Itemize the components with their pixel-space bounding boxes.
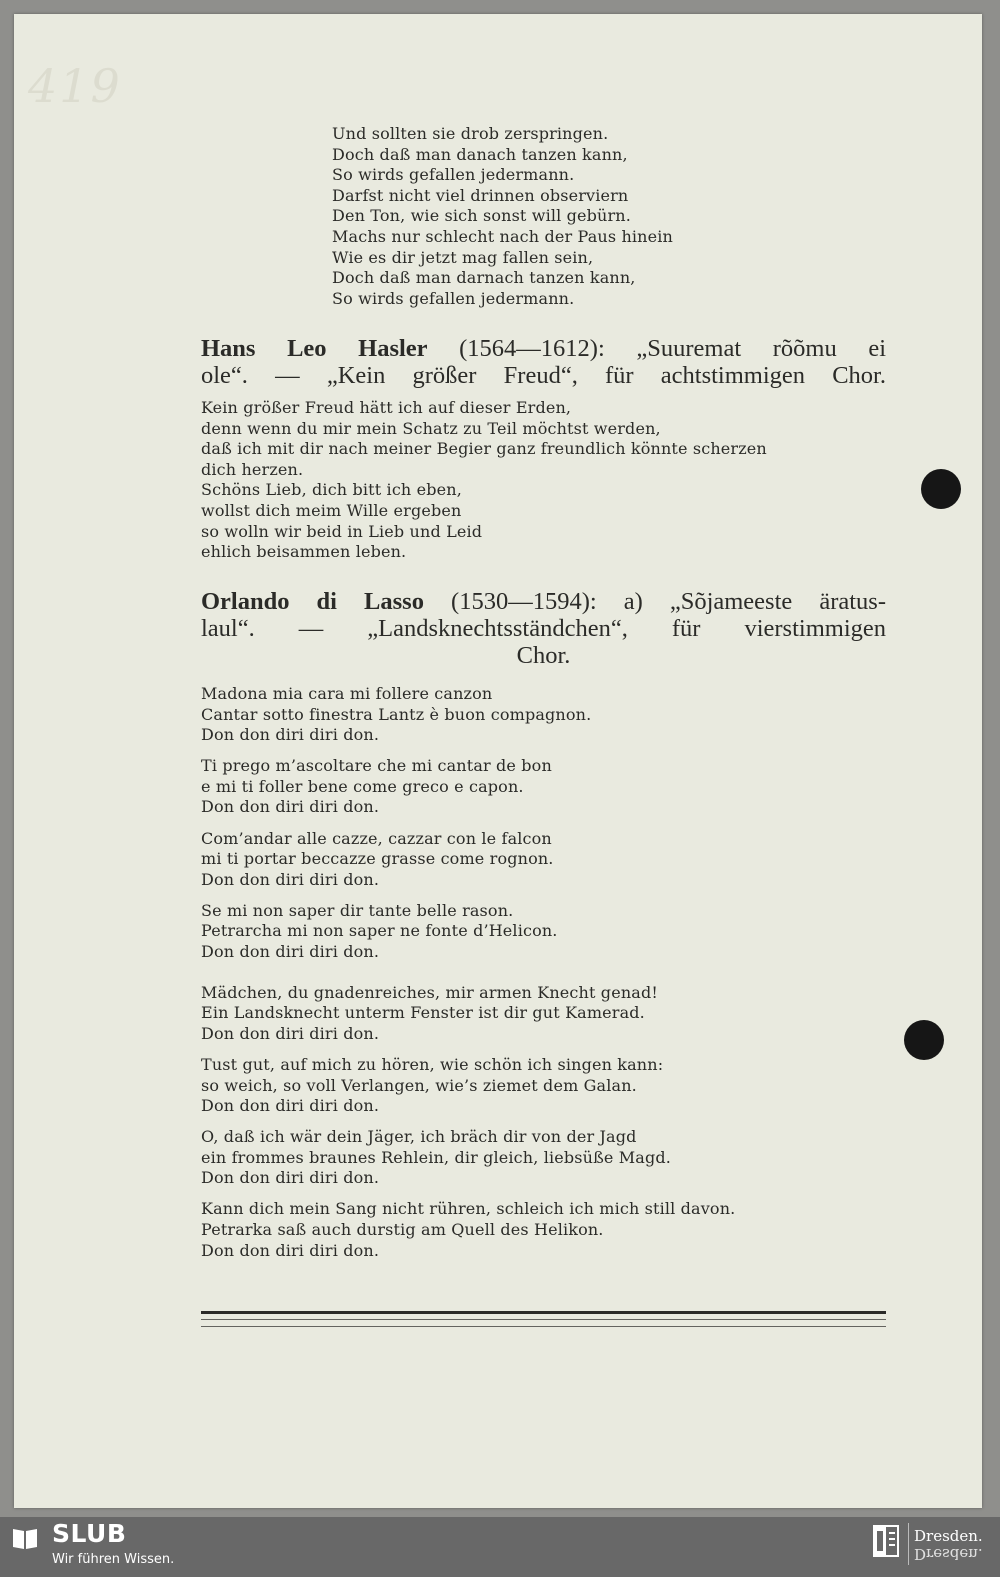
- footer-divider: [908, 1523, 909, 1565]
- heading-text: laul“. — „Landsknechtsständchen“, für vierstimmigen: [201, 615, 886, 642]
- verse-line: wollst dich meim Wille ergeben: [201, 500, 462, 520]
- verse-line: ein frommes braunes Rehlein, dir gleich, liebsüße Magd.: [201, 1147, 672, 1167]
- verse-line: Ti prego m’ascoltare che mi cantar de bon: [201, 756, 552, 776]
- verse-line: Don don diri diri don.: [201, 1096, 380, 1116]
- verse-line: so wolln wir beid in Lieb und Leid: [201, 521, 483, 541]
- verse-line: Se mi non saper dir tante belle rason.: [201, 900, 514, 920]
- verse-line: Don don diri diri don.: [201, 942, 380, 962]
- verse-line: Kein größer Freud hätt ich auf dieser Erden,: [201, 398, 572, 417]
- intro-verse: [332, 124, 673, 309]
- faded-page-number: 419: [28, 59, 122, 113]
- verse-line: Petrarka saß auch durstig am Quell des Helikon.: [201, 1220, 604, 1240]
- verse-line: so weich, so voll Verlangen, wie’s ziemet dem Galan.: [201, 1075, 637, 1095]
- city-name[interactable]: Dresden.: [914, 1527, 983, 1545]
- heading-text: ole“. — „Kein größer Freud“, für achtstimmigen Chor.: [201, 362, 886, 389]
- verse-line: Machs nur schlecht nach der Paus hinein: [332, 226, 673, 246]
- verse-line: Don don diri diri don.: [201, 1168, 380, 1188]
- org-tagline: Wir führen Wissen.: [52, 1552, 175, 1567]
- verse-line: Kann dich mein Sang nicht rühren, schleich ich mich still davon.: [201, 1199, 736, 1219]
- divider-rule: [201, 1326, 886, 1327]
- verse-line: Schöns Lieb, dich bitt ich eben,: [201, 480, 462, 500]
- verse-line: Doch daß man danach tanzen kann,: [332, 144, 628, 164]
- composer-name: Orlando di Lasso: [201, 588, 424, 615]
- punch-hole: [904, 1020, 944, 1060]
- verse-line: denn wenn du mir mein Schatz zu Teil möchtst werden,: [201, 418, 661, 438]
- lasso-lyrics: [201, 684, 735, 1261]
- heading-text: (1564—1612): „Suuremat rõõmu ei: [427, 335, 886, 362]
- verse-line: Darfst nicht viel drinnen observiern: [332, 185, 629, 205]
- lasso-heading: [201, 588, 886, 669]
- verse-line: Tust gut, auf mich zu hören, wie schön ich singen kann:: [201, 1054, 664, 1074]
- verse-line: mi ti portar beccazze grasse come rognon.: [201, 849, 554, 869]
- verse-line: Don don diri diri don.: [201, 797, 380, 817]
- verse-line: daß ich mit dir nach meiner Begier ganz freundlich könnte scherzen: [201, 439, 767, 459]
- slub-book-icon[interactable]: [11, 1525, 39, 1551]
- verse-line: Don don diri diri don.: [201, 1240, 380, 1260]
- verse-line: Doch daß man darnach tanzen kann,: [332, 268, 636, 288]
- viewer-footer: [0, 1517, 1000, 1577]
- city-name-mirror: Dresden.: [914, 1545, 983, 1563]
- verse-line: Und sollten sie drob zerspringen.: [332, 124, 609, 143]
- org-name[interactable]: SLUB: [52, 1519, 127, 1548]
- divider-rule: [201, 1319, 886, 1320]
- verse-line: ehlich beisammen leben.: [201, 542, 407, 562]
- verse-line: Don don diri diri don.: [201, 1023, 380, 1043]
- verse-line: Ein Landsknecht unterm Fenster ist dir gut Kamerad.: [201, 1003, 645, 1023]
- divider-rule: [201, 1311, 886, 1314]
- hasler-heading: [201, 335, 886, 389]
- verse-line: Don don diri diri don.: [201, 869, 380, 889]
- verse-line: e mi ti foller bene come greco e capon.: [201, 776, 524, 796]
- verse-line: Com’andar alle cazze, cazzar con le falcon: [201, 828, 552, 848]
- verse-line: So wirds gefallen jedermann.: [332, 288, 575, 308]
- verse-line: Mädchen, du gnadenreiches, mir armen Knecht genad!: [201, 982, 658, 1002]
- verse-line: Wie es dir jetzt mag fallen sein,: [332, 247, 594, 267]
- verse-line: dich herzen.: [201, 459, 304, 479]
- verse-line: Madona mia cara mi follere canzon: [201, 684, 493, 703]
- heading-text: (1530—1594): a) „Sõjameeste äratus-: [423, 588, 886, 615]
- verse-line: Don don diri diri don.: [201, 725, 380, 745]
- punch-hole: [921, 469, 961, 509]
- verse-line: Cantar sotto finestra Lantz è buon compagnon.: [201, 704, 592, 724]
- verse-line: Den Ton, wie sich sonst will gebürn.: [332, 206, 631, 226]
- verse-line: Petrarcha mi non saper ne fonte d’Helicon.: [201, 921, 558, 941]
- composer-name: Hans Leo Hasler: [201, 335, 428, 362]
- city-crest-icon: [873, 1525, 899, 1557]
- hasler-lyrics: [201, 398, 767, 563]
- document-page: [14, 14, 982, 1508]
- verse-line: So wirds gefallen jedermann.: [332, 165, 575, 185]
- verse-line: O, daß ich wär dein Jäger, ich bräch dir von der Jagd: [201, 1127, 637, 1147]
- heading-text: Chor.: [516, 642, 571, 669]
